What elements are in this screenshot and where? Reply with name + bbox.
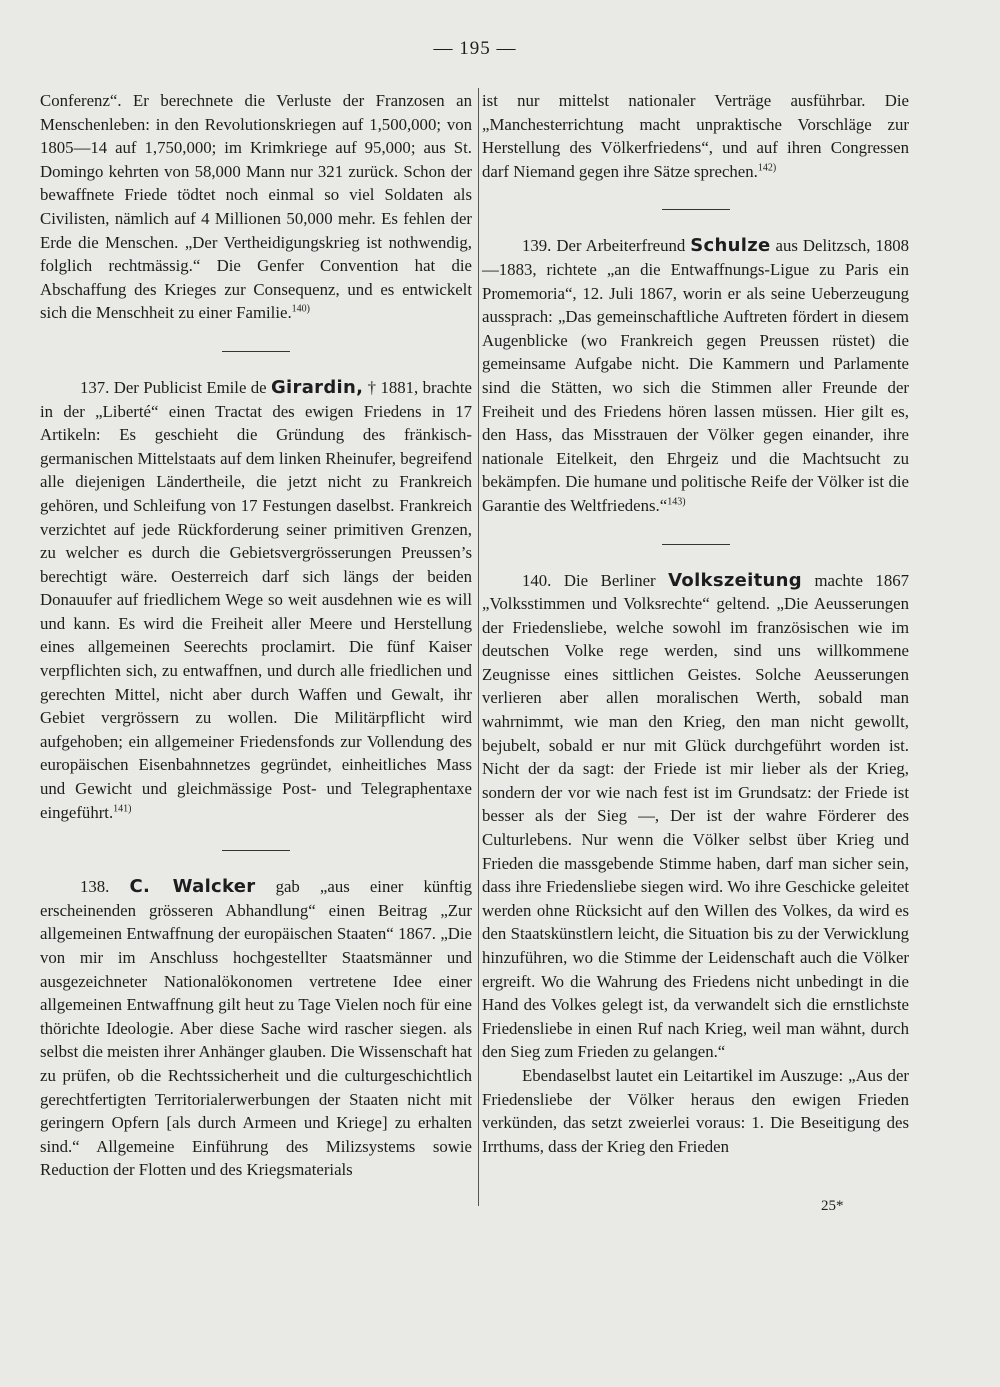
paragraph-139 [482,234,909,517]
paragraph-continuation [40,89,472,325]
paragraph-number: 138. [80,877,110,897]
footnote-ref: 143) [667,496,686,508]
printer-signature: 25* [821,1198,844,1214]
paragraph-continuation [482,89,909,183]
paragraph-138 [40,875,472,1182]
footnote-ref: 140) [291,303,310,315]
paragraph-text: machte 1867 „Volksstimmen und Volksrechte“ geltend. „Die Aeusserungen der Friedensliebe, welche sowohl im französischen wie im deutschen Volke rege werden, sind uns willkommene Zeugnisse eines sittlichen Geistes. Solche Aeusserungen verlieren aber allen moralischen Werth, sobald man wahrnimmt, wie man den Krieg, den man nicht gewollt, bejubelt, sobald er nur mit Glück durchgeführt worden ist. Nicht der da sagt: der Friede ist mir lieber als der Krieg, sondern der vor wie nach fest ist im Grundsatz: der Friede ist besser als der Sieg —, Der ist der wahre Förderer des Culturlebens. Nur wenn die Völker selbst über Krieg und Frieden die massgebende Stimme haben, darf man sicher sein, dass ihre Friedensliebe siegen wird. Wo ihre Geschicke geleitet werden ohne Rücksicht auf den Willen des Volkes, da wird es den Staatskünstlern leicht, die Situation bis zu der Verwicklung hinzuführen, wo die Stimme der Leidenschaft auch die Völker ergreift. Wo die Wahrung des Friedens nicht unbedingt in die Hand des Volkes gelegt ist, da verwandelt sich die ernstlichste Friedensliebe in einen Ruf nach Krieg, weil man wähnt, durch den Sieg zum Frieden zu gelangen.“ [482,570,909,1062]
paragraph-number: 137. Der Publicist Emile de [80,377,267,397]
paragraph-text: † 1881, brachte in der „Liberté“ einen Tractat des ewigen Friedens in 17 Artikeln: Es geschieht die Gründung des fränkisch-germanischen Mittelstaats auf dem linken Rheinufer, begreifend alle diejenigen Ländertheile, die jetzt nicht zu Frankreich gehören, und Schleifung von 17 Festungen daselbst. Frankreich verzichtet auf jede Rückforderung seiner primitiven Grenzen, zu welcher es durch die Gebietsvergrösserungen Preussen’s berechtigt wäre. Oesterreich darf sich längs der beiden Donauufer auf friedlichem Wege so weit ausdehnen wie es will und kann. Es wird die Freiheit aller Meere und Herstellung eines allgemeinen Seerechts proclamirt. Die fünf Kaiser verpflichten sich, zu entwaffnen, und durch alle friedlichen und gerechten Mittel, nicht aber durch Waffen und Gewalt, ihr Gebiet vergrössern zu wollen. Die Militärpflicht wird aufgehoben; ein allgemeiner Friedensfonds zur Vollendung des europäischen Eisenbahnnetzes gegründet, einheitliches Mass und Gewicht und gleichmässige Post- und Telegraphentaxe eingeführt. [40,377,472,822]
paragraph-excerpt: Ebendaselbst lautet ein Leitartikel im Auszuge: „Aus der Friedensliebe der Völker heraus den ewigen Frieden verkünden, das setzt zweierlei voraus: 1. Die Beseitigung des Irrthums, dass der Krieg den Frieden [482,1065,909,1156]
paragraph-number: 140. Die Berliner [522,570,656,590]
footnote-ref: 142) [757,162,777,174]
newspaper-name: Volkszeitung [668,569,802,591]
paragraph-number: 139. Der Arbeiterfreund [522,236,686,256]
column-divider [478,88,479,1206]
footnote-ref: 141) [113,803,132,815]
left-column [40,89,472,1182]
paragraph-140 [482,569,909,1064]
person-name: Schulze [690,235,771,257]
page-number: — 195 — [433,38,517,59]
right-column [482,89,909,1158]
paragraph-text: ist nur mittelst nationaler Verträge ausführbar. Die „Manchesterrichtung macht unpraktische Vorschläge zur Herstellung des Völkerfriedens“, und auf ihren Congressen darf Niemand gegen ihre Sätze sprechen. [482,91,909,181]
person-name: Girardin, [270,376,364,398]
person-name: C. Walcker [129,876,256,898]
paragraph-text: Conferenz“. Er berechnete die Verluste der Franzosen an Menschenleben: in den Revolutionskriegen auf 1,500,000; von 1805—14 auf 1,750,000; im Krimkriege auf 95,000; aus St. Domingo kehrten von 58,000 Mann nur 321 zurück. Schon der bewaffnete Friede tödtet noch einmal so viel Soldaten als Civilisten, nämlich auf 4 Millionen 50,000 mehr. Es fehlen der Erde die Menschen. „Der Vertheidigungskrieg ist nothwendig, folglich rechtmässig.“ Die Genfer Convention hat die Abschaffung des Krieges zur Consequenz, und es entwickelt sich die Menschheit zu einer Familie. [40,91,472,323]
paragraph-137 [40,376,472,824]
paragraph-text: gab „aus einer künftig erscheinenden grösseren Abhandlung“ einen Beitrag „Zur allgemeinen Entwaffnung der europäischen Staaten“ 1867. „Die von mir im Anschluss hochgestellter Staatsmänner und ausgezeichneter Nationalökonomen vertretene Idee einer allgemeinen Entwaffnung gilt heut zu Tage Vielen noch für eine thörichte Ideologie. Aber diese Sache wird rascher siegen. als selbst die meisten ihrer Anhänger glauben. Die Wissenschaft hat zu prüfen, ob die Rechtssicherheit und die culturgeschichtlich gerechtfertigten Territorialerwerbungen der Staaten nicht mit geringern Opfern [als durch Armeen und Kriege] zu erhalten sind.“ Allgemeine Einführung des Milizsystems sowie Reduction der Flotten und des Kriegsmaterials [40,877,472,1180]
paragraph-text: aus Delitzsch, 1808—1883, richtete „an die Entwaffnungs-Ligue zu Paris ein Promemoria“, 12. Juli 1867, worin er als seine Ueberzeugung aussprach: „Das gemeinschaftliche Auftreten fördert in diesem Augenblicke (wo Frankreich gegen Preussen rüstet) die gemeinsame Aufgabe nicht. Die Kammern und Parlamente sind die Stätten, wo sich die Stimmen aller Freunde der Freiheit und des Friedens hören lassen müssen. Hier gilt es, den Hass, das Misstrauen der Völker gegen einander, ihre nationale Eitelkeit, den Ehrgeiz und die Machtsucht zu bekämpfen. Die humane und politische Reife der Völker ist die Garantie des Weltfriedens.“ [482,236,909,515]
